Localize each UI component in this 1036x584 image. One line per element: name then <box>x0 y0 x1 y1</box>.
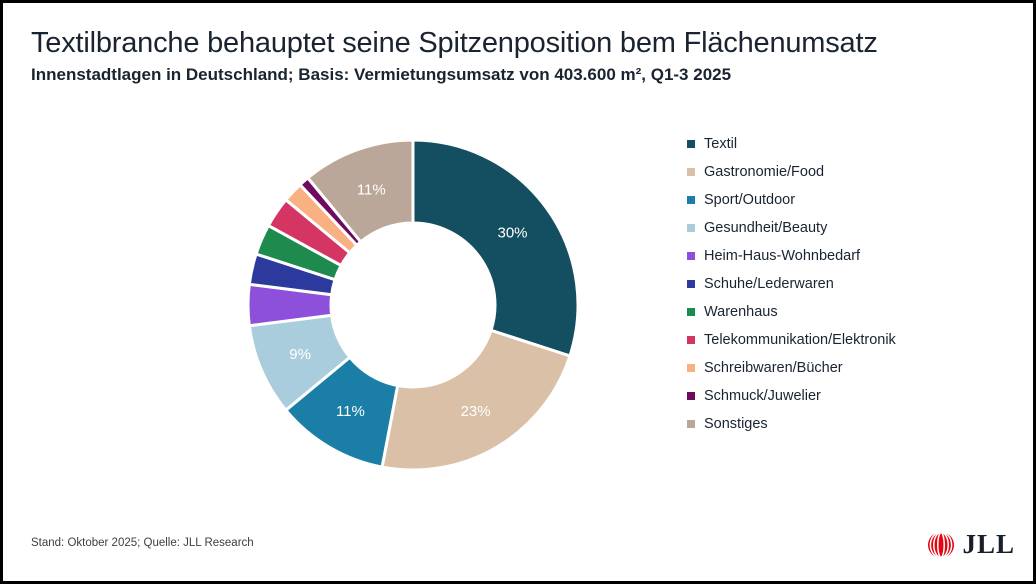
legend-swatch-icon <box>687 168 695 176</box>
slice-value-label-textil: 30% <box>497 224 528 242</box>
slice-value-label-gesundheit-beauty: 9% <box>289 345 311 363</box>
legend-item-heim-haus-wohnbedarf <box>687 247 896 265</box>
legend <box>687 135 896 443</box>
slice-value-label-gastronomie-food: 23% <box>460 402 491 420</box>
legend-swatch-icon <box>687 140 695 148</box>
legend-item-schreibwaren-b-cher <box>687 359 896 377</box>
jll-logo-icon <box>926 530 956 560</box>
legend-item-gesundheit-beauty <box>687 219 896 237</box>
slice-value-label-sport-outdoor: 11% <box>335 402 365 420</box>
legend-swatch-icon <box>687 308 695 316</box>
pie-slice-textil <box>413 140 578 356</box>
legend-swatch-icon <box>687 336 695 344</box>
legend-item-schmuck-juwelier <box>687 387 896 405</box>
legend-swatch-icon <box>687 280 695 288</box>
page-title: Textilbranche behauptet seine Spitzenposition bem Flächenumsatz <box>31 27 878 59</box>
legend-label: Schreibwaren/Bücher <box>704 360 843 376</box>
slice-value-label-sonstiges: 11% <box>356 181 386 199</box>
jll-logo-circle <box>928 532 954 558</box>
legend-swatch-icon <box>687 196 695 204</box>
legend-item-schuhe-lederwaren <box>687 275 896 293</box>
page-subtitle: Innenstadtlagen in Deutschland; Basis: Vermietungsumsatz von 403.600 m², Q1-3 2025 <box>31 65 732 84</box>
legend-item-warenhaus <box>687 303 896 321</box>
legend-label: Schmuck/Juwelier <box>704 388 821 404</box>
legend-item-sport-outdoor <box>687 191 896 209</box>
legend-label: Heim-Haus-Wohnbedarf <box>704 248 861 264</box>
legend-swatch-icon <box>687 252 695 260</box>
legend-label: Gastronomie/Food <box>704 164 825 180</box>
legend-item-sonstiges <box>687 415 896 433</box>
legend-label: Schuhe/Lederwaren <box>704 276 834 292</box>
source-note: Stand: Oktober 2025; Quelle: JLL Research <box>31 537 254 549</box>
legend-label: Sonstiges <box>704 416 768 432</box>
legend-label: Sport/Outdoor <box>704 192 796 208</box>
legend-item-telekommunikation-elektronik <box>687 331 896 349</box>
legend-label: Textil <box>704 136 738 152</box>
legend-label: Gesundheit/Beauty <box>704 220 828 236</box>
legend-item-gastronomie-food <box>687 163 896 181</box>
legend-swatch-icon <box>687 420 695 428</box>
legend-item-textil <box>687 135 896 153</box>
legend-swatch-icon <box>687 224 695 232</box>
legend-label: Warenhaus <box>704 304 778 320</box>
pie-slice-gastronomie-food <box>382 330 570 470</box>
legend-swatch-icon <box>687 392 695 400</box>
jll-logo <box>926 529 1015 560</box>
legend-label: Telekommunikation/Elektronik <box>704 332 896 348</box>
jll-logo-text: JLL <box>962 529 1015 559</box>
legend-swatch-icon <box>687 364 695 372</box>
